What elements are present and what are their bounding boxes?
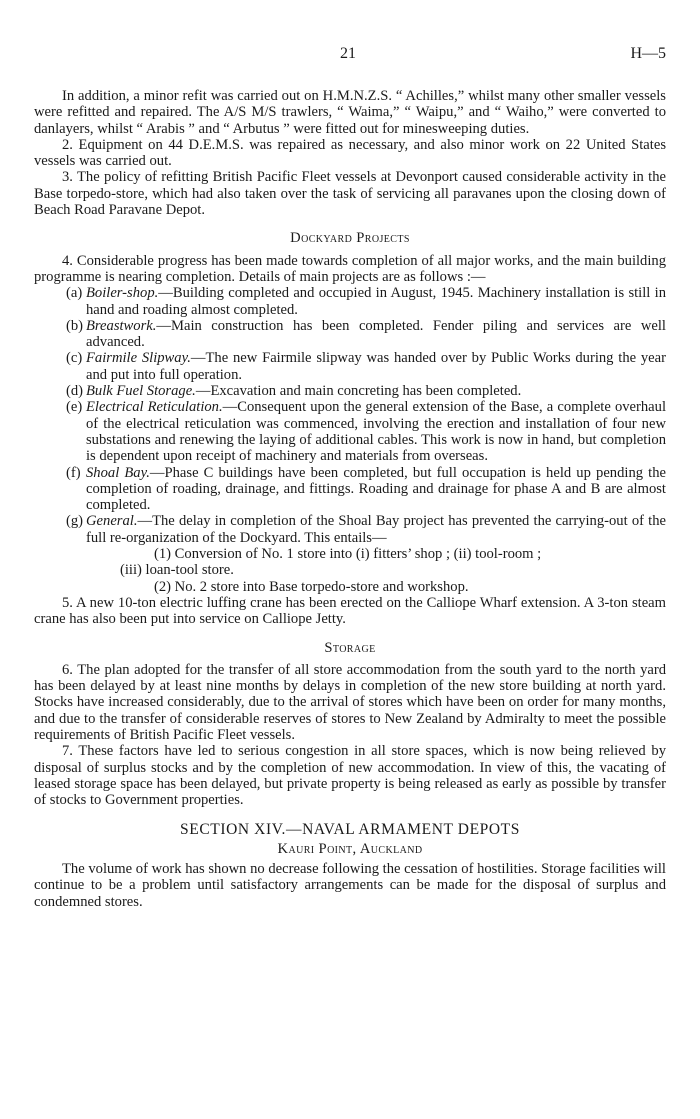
document-reference: H—5 (630, 45, 666, 62)
project-item-f: (f) Shoal Bay.—Phase C buildings have been completed, but full occupation is held up pending the completion of roading, drainage, and fittings. Roading and drainage for phase A and B are almost completed. (66, 464, 666, 514)
page-number: 21 (340, 45, 356, 62)
project-item-a: (a) Boiler-shop.—Building completed and occupied in August, 1945. Machinery installation is still in hand and roading almost completed. (66, 285, 666, 318)
paragraph-4: 4. Considerable progress has been made towards completion of all major works, and the main building programme is nearing completion. Details of main projects are as follows :— (34, 252, 666, 285)
sub-item-2: (2) No. 2 store into Base torpedo-store and workshop. (154, 578, 469, 595)
project-item-b: (b) Breastwork.—Main construction has been completed. Fender piling and services are well advanced. (66, 317, 666, 351)
paragraph-3: 3. The policy of refitting British Pacific Fleet vessels at Devonport caused considerable activity in the Base torpedo-store, which had also taken over the task of servicing all paravanes upon the closing down of Beach Road Paravane Depot. (34, 169, 666, 219)
dockyard-projects-heading: Dockyard Projects (290, 230, 410, 247)
page-body (34, 88, 666, 910)
sub-item-1-continued: (iii) loan-tool store. (120, 562, 234, 579)
paragraph-6: 6. The plan adopted for the transfer of all store accommodation from the south yard to the north yard has been delayed by at least nine months by delays in completion of the new store building at north yard. Stocks have increased considerably, due to the arrival of stores which have been on order for many months, and due to the transfer of considerable reserves of stores to New Zealand by Admiralty to meet the possible requirements of British Pacific Fleet vessels. (34, 661, 666, 743)
project-item-d: (d) Bulk Fuel Storage.—Excavation and main concreting has been completed. (66, 383, 522, 400)
project-item-e: (e) Electrical Reticulation.—Consequent upon the general extension of the Base, a complete overhaul of the electrical reticulation was commenced, involving the erection and installation of four new substations and renewing the laying of additional cables. This work is now in hand, but completion is dependent upon receipt of machinery and materials from overseas. (66, 399, 666, 465)
intro-paragraph: In addition, a minor refit was carried out on H.M.N.Z.S. “ Achilles,” whilst many other smaller vessels were refitted and repaired. The A/S M/S trawlers, “ Waima,” “ Waipu,” and “ Waiho,” were converted to danlayers, whilst “ Arabis ” and “ Arbutus ” were fitted out for minesweeping duties. (34, 88, 666, 137)
paragraph-5: 5. A new 10-ton electric luffing crane has been erected on the Calliope Wharf extension. A 3-ton steam crane has also been put into service on Calliope Jetty. (34, 594, 666, 628)
section-xiv-title: SECTION XIV.—NAVAL ARMAMENT DEPOTS (180, 821, 520, 839)
page-header (0, 46, 700, 66)
section-xiv-paragraph: The volume of work has shown no decrease following the cessation of hostilities. Storage facilities will continue to be a problem until satisfactory arrangements can be made for the disposal of surplus and condemned stores. (34, 861, 666, 910)
paragraph-7: 7. These factors have led to serious congestion in all store spaces, which is now being relieved by disposal of surplus stocks and by the completion of new accommodation. In view of this, the vacating of leased storage space has been delayed, but private property is being released as early as possible by transfer of stocks to Government properties. (34, 743, 666, 809)
section-xiv-subtitle: Kauri Point, Auckland (277, 840, 423, 857)
project-item-g: (g) General.—The delay in completion of the Shoal Bay project has prevented the carrying-out of the full re-organization of the Dockyard. This entails— (66, 513, 666, 546)
sub-item-1: (1) Conversion of No. 1 store into (i) fitters’ shop ; (ii) tool-room ; (154, 546, 542, 563)
storage-heading: Storage (324, 639, 376, 656)
paragraph-2: 2. Equipment on 44 D.E.M.S. was repaired as necessary, and also minor work on 22 United States vessels was carried out. (34, 136, 666, 170)
project-item-c: (c) Fairmile Slipway.—The new Fairmile slipway was handed over by Public Works during the year and put into full operation. (66, 350, 666, 383)
